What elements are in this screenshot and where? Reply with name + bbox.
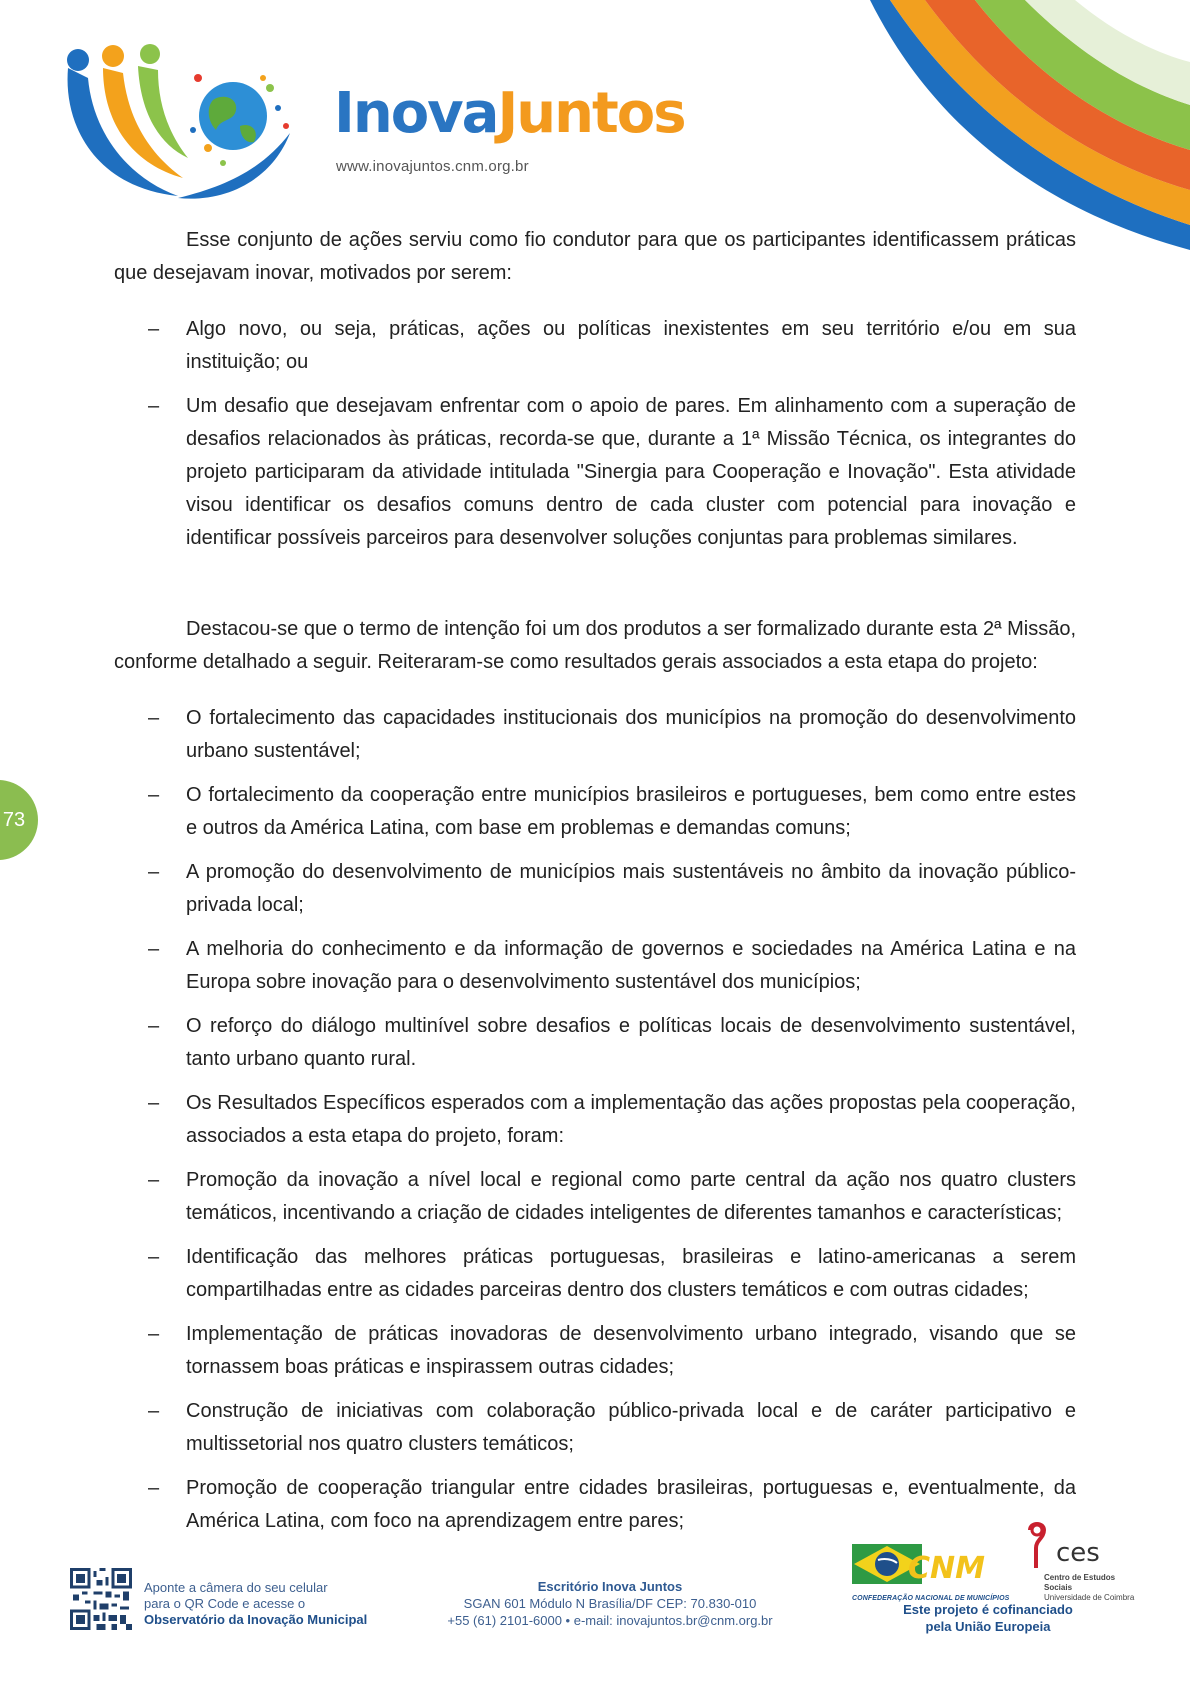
list-item-text: O fortalecimento da cooperação entre municípios brasileiros e portugueses, bem como entre estes e outros da América Latina, com base em problemas e demandas comuns;	[186, 784, 1076, 839]
cnm-wordmark: CNM	[908, 1551, 985, 1586]
dash-bullet: –	[148, 707, 160, 729]
brand-wordmark-part2: Juntos	[497, 81, 685, 146]
dash-bullet: –	[148, 784, 160, 806]
page-number: 73	[2, 809, 26, 831]
office-contact-block	[430, 1578, 790, 1629]
office-title: Escritório Inova Juntos	[537, 1579, 683, 1594]
list-item-text: O reforço do diálogo multinível sobre desafios e políticas locais de desenvolvimento sustentável, tanto urbano quanto rural.	[186, 1015, 1076, 1070]
ces-caption-line-2: Universidade de Coimbra	[1044, 1593, 1135, 1602]
office-address: SGAN 601 Módulo N Brasília/DF CEP: 70.830-010	[463, 1596, 757, 1611]
list-item-text: Promoção da inovação a nível local e regional como parte central da ação nos quatro clusters temáticos, incentivando a criação de cidades inteligentes de diferentes tamanhos e características;	[186, 1169, 1076, 1224]
list-item-text: Construção de iniciativas com colaboração público-privada local e de caráter participativo e multissetorial nos quatro clusters temáticos;	[186, 1400, 1076, 1455]
cnm-logo-icon	[852, 1530, 992, 1592]
brand-wordmark-part1: Inova	[334, 81, 498, 146]
brand-wordmark	[334, 81, 685, 146]
eu-line-2: pela União Europeia	[925, 1619, 1051, 1634]
motivation-list	[114, 313, 1076, 555]
dash-bullet: –	[148, 318, 160, 340]
qr-line-2: para o QR Code e acesse o	[144, 1596, 306, 1611]
ces-caption-line-1: Centro de Estudos Sociais	[1044, 1573, 1116, 1592]
list-item	[114, 1164, 1076, 1230]
list-item	[114, 390, 1076, 555]
list-item	[114, 1241, 1076, 1307]
paragraph-results: Destacou-se que o termo de intenção foi um dos produtos a ser formalizado durante esta 2ª Missão, conforme detalhado a seguir. Reiteraram-se como resultados gerais associados a esta etapa do projeto:	[114, 618, 1076, 673]
dash-bullet: –	[148, 1323, 160, 1345]
qr-line-3: Observatório da Inovação Municipal	[144, 1612, 368, 1627]
eu-cofunding-note	[898, 1601, 1078, 1635]
list-item	[114, 1087, 1076, 1153]
list-item	[114, 1472, 1076, 1538]
list-item-text: Um desafio que desejavam enfrentar com o apoio de pares. Em alinhamento com a superação de desafios relacionados às práticas, recorda-se que, durante a 1ª Missão Técnica, os integrantes do projeto participaram da atividade intitulada "Sinergia para Cooperação e Inovação". Esta atividade visou identificar os desafios comuns dentro de cada cluster com potencial para inovação e identificar possíveis parceiros para desenvolver soluções conjuntas para problemas similares.	[186, 395, 1076, 549]
list-item-text: O fortalecimento das capacidades institucionais dos municípios na promoção do desenvolvimento urbano sustentável;	[186, 707, 1076, 762]
site-url[interactable]: www.inovajuntos.cnm.org.br	[336, 158, 529, 175]
dash-bullet: –	[148, 1015, 160, 1037]
ces-caption	[1044, 1573, 1144, 1603]
eu-line-1: Este projeto é cofinanciado	[903, 1602, 1073, 1617]
dash-bullet: –	[148, 861, 160, 883]
dash-bullet: –	[148, 1477, 160, 1499]
qr-line-1: Aponte a câmera do seu celular	[144, 1580, 328, 1595]
paragraph-intro: Esse conjunto de ações serviu como fio condutor para que os participantes identificassem práticas que desejavam inovar, motivados por serem:	[114, 229, 1076, 284]
dash-bullet: –	[148, 395, 160, 417]
dash-bullet: –	[148, 938, 160, 960]
list-item	[114, 702, 1076, 768]
ces-wordmark: ces	[1056, 1538, 1100, 1568]
inovajuntos-logo-icon	[58, 38, 318, 213]
list-item-text: Os Resultados Específicos esperados com a implementação das ações propostas pela cooperação, associados a esta etapa do projeto, foram:	[186, 1092, 1076, 1147]
list-item	[114, 779, 1076, 845]
list-item	[114, 1010, 1076, 1076]
list-item	[114, 313, 1076, 379]
qr-instructions	[144, 1580, 367, 1628]
dash-bullet: –	[148, 1169, 160, 1191]
office-contact: +55 (61) 2101-6000 • e-mail: inovajuntos.br@cnm.org.br	[447, 1613, 773, 1628]
list-item-text: A promoção do desenvolvimento de municípios mais sustentáveis no âmbito da inovação público-privada local;	[186, 861, 1076, 916]
list-item-text: Algo novo, ou seja, práticas, ações ou políticas inexistentes em seu território e/ou em sua instituição; ou	[186, 318, 1076, 373]
list-item-text: Identificação das melhores práticas portuguesas, brasileiras e latino-americanas a serem compartilhadas entre as cidades parceiras dentro dos clusters temáticos e com outras cidades;	[186, 1246, 1076, 1301]
qr-code-icon[interactable]	[70, 1568, 132, 1630]
dash-bullet: –	[148, 1246, 160, 1268]
list-item	[114, 1395, 1076, 1461]
dash-bullet: –	[148, 1092, 160, 1114]
cnm-caption: CONFEDERAÇÃO NACIONAL DE MUNICÍPIOS	[852, 1595, 1010, 1602]
list-item	[114, 933, 1076, 999]
dash-bullet: –	[148, 1400, 160, 1422]
document-body	[114, 224, 1076, 1538]
list-item-text: A melhoria do conhecimento e da informação de governos e sociedades na América Latina e na Europa sobre inovação para o desenvolvimento sustentável dos municípios;	[186, 938, 1076, 993]
list-item	[114, 856, 1076, 922]
list-item-text: Implementação de práticas inovadoras de desenvolvimento urbano integrado, visando que se tornassem boas práticas e inspirassem outras cidades;	[186, 1323, 1076, 1378]
results-list	[114, 702, 1076, 1538]
list-item-text: Promoção de cooperação triangular entre cidades brasileiras, portuguesas e, eventualmente, da América Latina, com foco na aprendizagem entre pares;	[186, 1477, 1076, 1532]
list-item	[114, 1318, 1076, 1384]
corner-swoosh-decoration	[850, 0, 1190, 250]
